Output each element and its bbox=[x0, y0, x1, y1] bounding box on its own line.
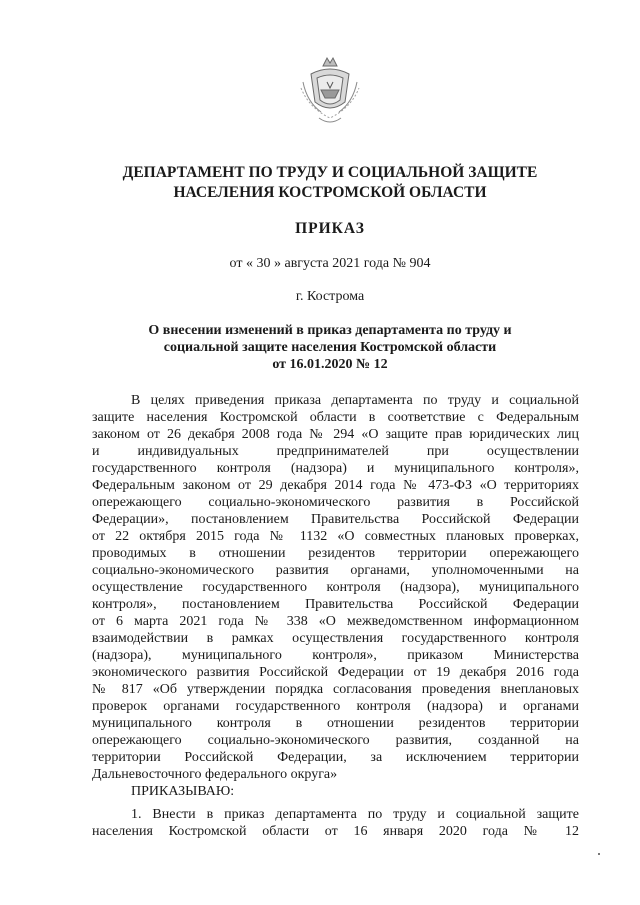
preamble-line: контроля», постановлением Правительства Российской Федерации bbox=[92, 597, 579, 612]
item-1-line-1: 1. Внести в приказ департамента по труду и социальной защите bbox=[131, 807, 579, 822]
preamble-line: социально-экономического развития органами, уполномоченными на bbox=[92, 563, 579, 578]
preamble-line: (надзора), муниципального контроля», приказом Министерства bbox=[92, 648, 579, 663]
item-1-line-2: населения Костромской области от 16 января 2020 года № 12 bbox=[92, 824, 579, 839]
preamble-line: проводимых в отношении резидентов территории опережающего bbox=[92, 546, 579, 561]
order-word: ПРИКАЗЫВАЮ: bbox=[131, 784, 235, 799]
document-city: г. Кострома bbox=[295, 289, 365, 304]
subject-line-1: О внесении изменений в приказ департамента по труду и bbox=[148, 323, 512, 338]
preamble-line: Федерации», постановлением Правительства Российской Федерации bbox=[92, 512, 579, 527]
preamble-line: государственного контроля (надзора) и муниципального контроля», bbox=[92, 461, 579, 476]
preamble-line: экономического развития Российской Федерации от 19 декабря 2016 года bbox=[92, 665, 579, 680]
preamble-line: Дальневосточного федерального округа» bbox=[92, 767, 338, 782]
coat-of-arms-icon bbox=[297, 52, 363, 130]
preamble-line: муниципального контроля в отношении резидентов территории bbox=[92, 716, 579, 731]
document-type: ПРИКАЗ bbox=[295, 220, 365, 237]
preamble-line: от 6 марта 2021 года № 338 «О межведомственном информационном bbox=[92, 614, 579, 629]
document-date-number: от « 30 » августа 2021 года № 904 bbox=[229, 256, 431, 271]
subject-line-3: от 16.01.2020 № 12 bbox=[272, 357, 388, 372]
preamble-line: защите населения Костромской области в соответствие с Федеральным bbox=[92, 410, 579, 425]
preamble-line: опережающего социально-экономического развития, созданной на bbox=[92, 733, 579, 748]
preamble-line: проверок органами государственного контроля (надзора) и органами bbox=[92, 699, 579, 714]
preamble-line: № 817 «Об утверждении порядка согласования проведения внеплановых bbox=[92, 682, 579, 697]
subject-line-2: социальной защите населения Костромской области bbox=[163, 340, 497, 355]
preamble-line: от 22 октября 2015 года № 1132 «О совместных плановых проверках, bbox=[92, 529, 579, 544]
organization-name-line-1: ДЕПАРТАМЕНТ ПО ТРУДУ И СОЦИАЛЬНОЙ ЗАЩИТЕ bbox=[122, 164, 538, 181]
preamble-line: опережающего социально-экономического развития в Российской bbox=[92, 495, 579, 510]
preamble-line: законом от 26 декабря 2008 года № 294 «О защите прав юридических лиц bbox=[92, 427, 579, 442]
scan-speck bbox=[598, 853, 600, 855]
preamble-line: осуществление государственного контроля (надзора), муниципального bbox=[92, 580, 579, 595]
preamble-line: В целях приведения приказа департамента по труду и социальной bbox=[131, 393, 579, 408]
preamble-line: взаимодействии в рамках осуществления государственного контроля bbox=[92, 631, 579, 646]
preamble-line: и индивидуальных предпринимателей при осуществлении bbox=[92, 444, 579, 459]
organization-name-line-2: НАСЕЛЕНИЯ КОСТРОМСКОЙ ОБЛАСТИ bbox=[173, 184, 487, 201]
preamble-line: территории Российской Федерации, за исключением территории bbox=[92, 750, 579, 765]
preamble-line: Федеральным законом от 29 декабря 2014 года № 473-ФЗ «О территориях bbox=[92, 478, 579, 493]
